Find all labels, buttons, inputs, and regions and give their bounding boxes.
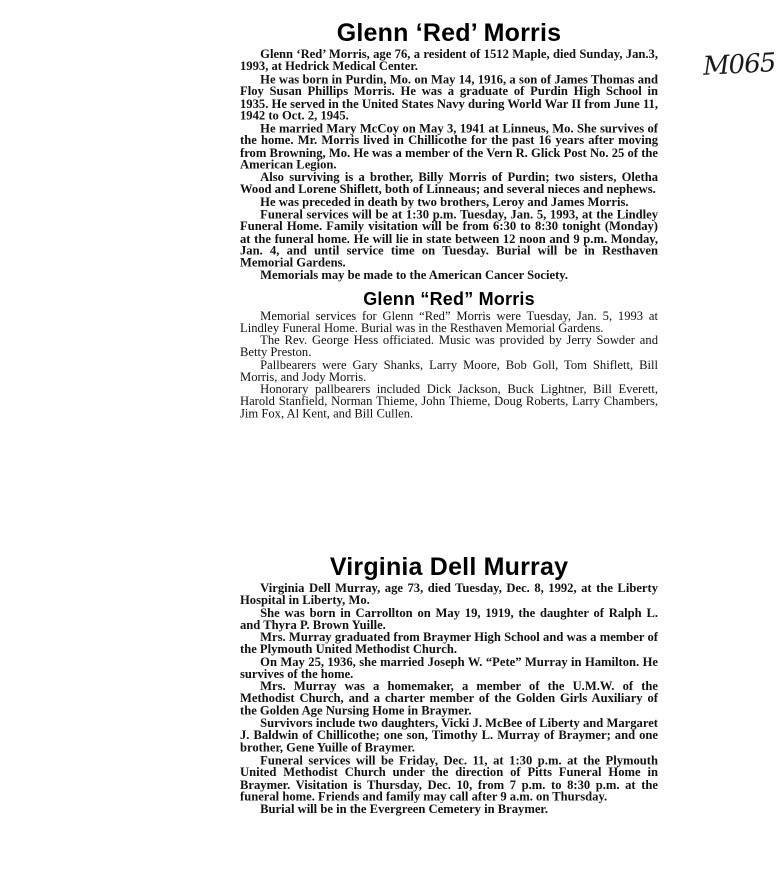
obituary-paragraph: Mrs. Murray was a homemaker, a member of the U.M.W. of the Methodist Church, and a charter member of the Golden Girls Auxiliary of the Golden Age Nursing Home in Braymer. (240, 679, 658, 718)
handwritten-margin-note: M065 (702, 48, 776, 82)
obituary-paragraph: He was born in Purdin, Mo. on May 14, 1916, a son of James Thomas and Floy Susan Phillips Morris. He was a graduate of Purdin High School in 1935. He served in the United States Navy during World War II from June 11, 1942 to Oct. 2, 1945. (240, 72, 658, 122)
obituary-paragraph: He married Mary McCoy on May 3, 1941 at Linneus, Mo. She survives of the home. Mr. Morris lived in Chillicothe for the past 16 years after moving from Browning, Mo. He was a member of the Vern R. Glick Post No. 25 of the American Legion. (240, 121, 658, 172)
obituary-paragraph: Glenn ‘Red’ Morris, age 76, a resident of 1512 Maple, died Sunday, Jan.3, 1993, at Hedrick Medical Center. (240, 47, 658, 74)
memorial-notice-glenn-morris (240, 288, 658, 421)
obituary-paragraph: Funeral services will be at 1:30 p.m. Tuesday, Jan. 5, 1993, at the Lindley Funeral Home. Family visitation will be from 6:30 to 8:30 tonight (Monday) at the funeral home. He will lie in state between 12 noon and 9 p.m. Monday, Jan. 4, and until service time on Tuesday. Burial will be in Resthaven Memorial Gardens. (240, 207, 658, 270)
obituary-paragraph: Also surviving is a brother, Billy Morris of Purdin; two sisters, Oletha Wood and Lorene Shiflett, both of Linneaus; and several nieces and nephews. (240, 170, 658, 197)
obituary-paragraph: On May 25, 1936, she married Joseph W. “Pete” Murray in Hamilton. He survives of the home. (240, 655, 658, 681)
obituary-headline: Glenn ‘Red’ Morris (336, 19, 562, 47)
obituary-glenn-morris (240, 18, 658, 282)
obituary-paragraph: She was born in Carrollton on May 19, 1919, the daughter of Ralph L. and Thyra P. Brown Yuille. (240, 605, 658, 632)
obituary-paragraph: Survivors include two daughters, Vicki J. McBee of Liberty and Margaret J. Baldwin of Chillicothe; one son, Timothy L. Murray of Braymer; and one brother, Gene Yuille of Braymer. (240, 716, 658, 755)
obituary-paragraph: Mrs. Murray graduated from Braymer High School and was a member of the Plymouth United Methodist Church. (240, 630, 658, 657)
memorial-headline: Glenn “Red” Morris (363, 288, 535, 309)
obituary-column-bottom (240, 552, 658, 816)
obituary-paragraph: Virginia Dell Murray, age 73, died Tuesday, Dec. 8, 1992, at the Liberty Hospital in Liberty, Mo. (240, 581, 658, 608)
obituary-column-top (240, 18, 658, 420)
obituary-headline: Virginia Dell Murray (329, 553, 569, 581)
obituary-paragraph: Funeral services will be Friday, Dec. 11, at 1:30 p.m. at the Plymouth United Methodist Church under the direction of Pitts Funeral Home in Braymer. Visitation is Thursday, Dec. 10, from 7 p.m. to 8:30 p.m. at the funeral home. Friends and family may call after 9 a.m. on Thursday. (240, 753, 658, 804)
memorial-paragraph: Memorial services for Glenn “Red” Morris were Tuesday, Jan. 5, 1993 at Lindley Funeral Home. Burial was in the Resthaven Memorial Gardens. (240, 308, 658, 335)
obituary-paragraph: He was preceded in death by two brothers, Leroy and James Morris. (260, 194, 629, 209)
memorial-paragraph: The Rev. George Hess officiated. Music was provided by Jerry Sowder and Betty Preston. (240, 333, 658, 360)
memorial-paragraph: Pallbearers were Gary Shanks, Larry Moore, Bob Goll, Tom Shiflett, Bill Morris, and Jody Morris. (240, 358, 658, 384)
memorial-paragraph: Honorary pallbearers included Dick Jackson, Buck Lightner, Bill Everett, Harold Stanfield, Norman Thieme, John Thieme, Doug Roberts, Larry Chambers, Jim Fox, Al Kent, and Bill Cullen. (240, 382, 658, 421)
obituary-virginia-murray (240, 552, 658, 816)
section-spacer (240, 282, 658, 284)
obituary-paragraph: Memorials may be made to the American Cancer Society. (260, 268, 569, 283)
obituary-paragraph: Burial will be in the Evergreen Cemetery in Braymer. (260, 802, 549, 817)
